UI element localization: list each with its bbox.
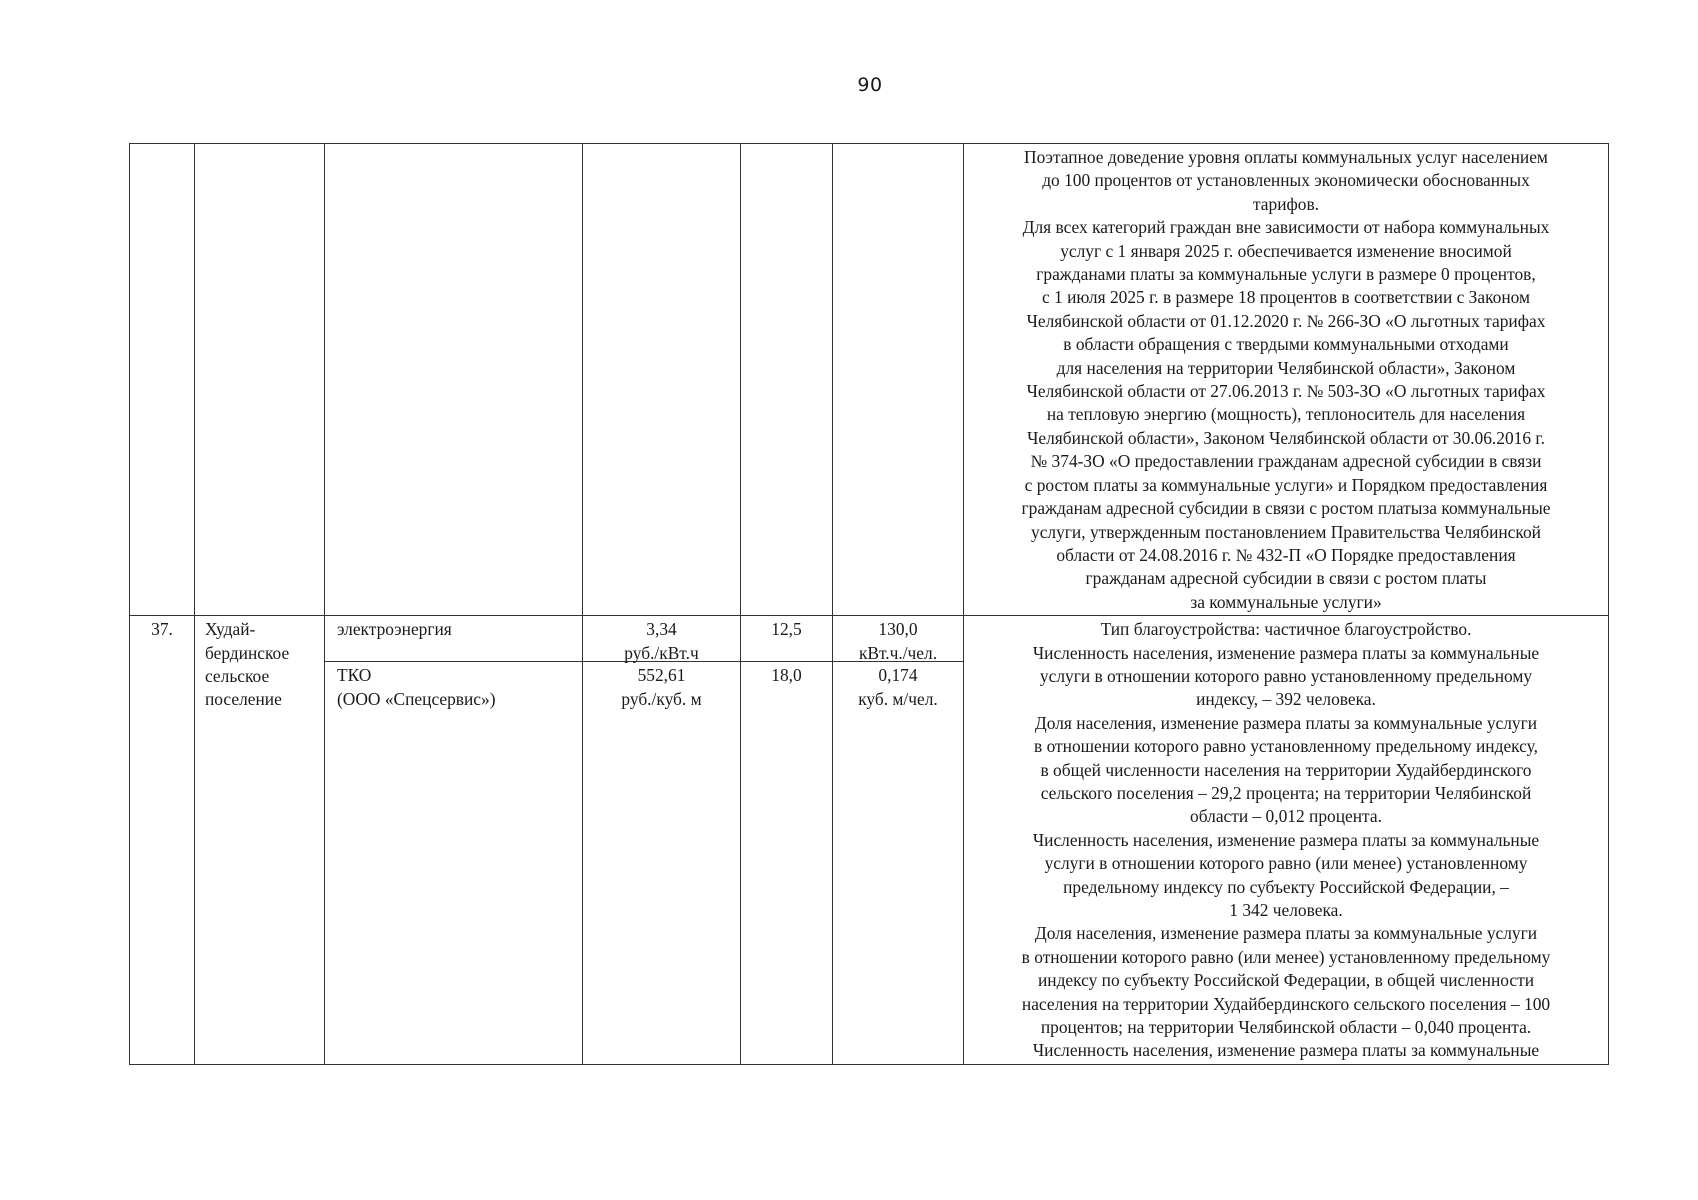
index-cell bbox=[741, 616, 833, 1065]
table-row-37 bbox=[130, 616, 1609, 1065]
text-line: для населения на территории Челябинской области», Законом bbox=[1056, 357, 1516, 378]
text-line: бердинское bbox=[205, 642, 290, 663]
text-line: руб./кВт.ч bbox=[624, 642, 699, 663]
service-cell bbox=[325, 144, 583, 616]
index-waste: 18,0 bbox=[771, 665, 802, 686]
text-line: услуг с 1 января 2025 г. обеспечивается изменение вносимой bbox=[1060, 240, 1512, 261]
text-line: до 100 процентов от установленных экономически обоснованных bbox=[1042, 170, 1530, 191]
norm-waste bbox=[833, 662, 963, 711]
text-line: Доля населения, изменение размера платы за коммунальные услуги bbox=[1034, 923, 1538, 944]
text-line: ТКО bbox=[337, 665, 372, 686]
text-line: Тип благоустройства: частичное благоустройство. bbox=[1100, 619, 1472, 640]
text-line: области – 0,012 процента. bbox=[1190, 806, 1382, 827]
text-line: Поэтапное доведение уровня оплаты коммунальных услуг населением bbox=[1024, 147, 1548, 167]
text-line: услуги в отношении которого равно (или менее) установленному bbox=[1044, 853, 1528, 874]
text-line: 0,174 bbox=[878, 665, 918, 686]
text-line: населения на территории Худайбердинского сельского поселения – 100 bbox=[1021, 993, 1551, 1014]
text-line: Для всех категорий граждан вне зависимости от набора коммунальных bbox=[1022, 217, 1550, 238]
text-line: Численность населения, изменение размера платы за коммунальные bbox=[1032, 1040, 1540, 1061]
row-number: 37. bbox=[130, 616, 195, 1065]
text-line: гражданами платы за коммунальные услуги в размере 0 процентов, bbox=[1036, 264, 1536, 285]
text-line: в общей численности населения на территории Худайбердинского bbox=[1040, 759, 1532, 780]
municipality-cell bbox=[195, 144, 325, 616]
text-line: сельского поселения – 29,2 процента; на территории Челябинской bbox=[1040, 782, 1532, 803]
norm-cell bbox=[833, 144, 964, 616]
text-line: в отношении которого равно (или менее) установленному предельному bbox=[1021, 946, 1551, 967]
text-line: области от 24.08.2016 г. № 432-П «О Порядке предоставления bbox=[1056, 544, 1516, 565]
text-line: на тепловую энергию (мощность), теплоноситель для населения bbox=[1046, 404, 1526, 425]
note-cell bbox=[964, 616, 1609, 1065]
text-line: индексу, – 392 человека. bbox=[1196, 689, 1376, 710]
tariff-electricity bbox=[583, 616, 740, 662]
text-line: руб./куб. м bbox=[621, 688, 702, 709]
norm-electricity bbox=[833, 616, 963, 662]
text-line: № 374-ЗО «О предоставлении гражданам адресной субсидии в связи bbox=[1030, 451, 1542, 472]
text-line: 130,0 bbox=[878, 619, 918, 640]
text-line: Худай- bbox=[205, 619, 256, 640]
text-line: в отношении которого равно установленному предельному индексу, bbox=[1034, 736, 1538, 757]
text-line: Челябинской области от 27.06.2013 г. № 503-ЗО «О льготных тарифах bbox=[1026, 381, 1546, 402]
norm-cell bbox=[833, 616, 964, 1065]
tariff-waste bbox=[583, 662, 740, 711]
text-line: тарифов. bbox=[1252, 193, 1320, 214]
text-line: 3,34 bbox=[646, 619, 677, 640]
text-line: Челябинской области», Законом Челябинской области от 30.06.2016 г. bbox=[1027, 427, 1545, 448]
text-line: (ООО «Спецсервис») bbox=[337, 688, 496, 709]
text-line: Численность населения, изменение размера платы за коммунальные bbox=[1032, 642, 1540, 663]
text-line: гражданам адресной субсидии в связи с ростом платыза коммунальные bbox=[1021, 498, 1551, 519]
service-electricity bbox=[325, 616, 582, 662]
text-line: куб. м/чел. bbox=[858, 688, 938, 709]
tariff-cell bbox=[583, 616, 741, 1065]
text-line: гражданам адресной субсидии в связи с ростом платы bbox=[1085, 568, 1487, 589]
text-line: кВт.ч./чел. bbox=[858, 642, 938, 663]
tariff-table bbox=[129, 143, 1609, 1065]
index-cell bbox=[741, 144, 833, 616]
text-line: Челябинской области от 01.12.2020 г. № 266-ЗО «О льготных тарифах bbox=[1026, 310, 1546, 331]
text-line: 552,61 bbox=[637, 665, 686, 686]
index-electricity: 12,5 bbox=[741, 616, 832, 662]
service-waste bbox=[325, 662, 582, 711]
text-line: предельному индексу по субъекту Российской Федерации, – bbox=[1063, 876, 1509, 897]
text-line: в области обращения с твердыми коммунальными отходами bbox=[1063, 334, 1509, 355]
text-line: поселение bbox=[205, 689, 282, 710]
text-line: 1 342 человека. bbox=[1229, 900, 1343, 920]
text-line: сельское bbox=[205, 665, 270, 686]
text-line: услуги в отношении которого равно установленному предельному bbox=[1039, 665, 1533, 686]
text-line: Численность населения, изменение размера платы за коммунальные bbox=[1032, 829, 1540, 850]
tariff-cell bbox=[583, 144, 741, 616]
municipality-name bbox=[195, 616, 325, 1065]
text-line: за коммунальные услуги» bbox=[1190, 591, 1382, 612]
text-line: Доля населения, изменение размера платы за коммунальные услуги bbox=[1034, 712, 1538, 733]
text-line: электроэнергия bbox=[337, 619, 452, 640]
text-line: индексу по субъекту Российской Федерации, в общей численности bbox=[1037, 970, 1535, 991]
table-row-continuation bbox=[130, 144, 1609, 616]
note-cell bbox=[964, 144, 1609, 616]
page-number: 90 bbox=[857, 74, 883, 96]
service-cell bbox=[325, 616, 583, 1065]
text-line: услуги, утвержденным постановлением Правительства Челябинской bbox=[1031, 521, 1541, 542]
text-line: с 1 июля 2025 г. в размере 18 процентов в соответствии с Законом bbox=[1041, 287, 1531, 308]
text-line: процентов; на территории Челябинской области – 0,040 процента. bbox=[1040, 1017, 1532, 1038]
text-line: с ростом платы за коммунальные услуги» и Порядком предоставления bbox=[1024, 474, 1548, 495]
row-number-cell bbox=[130, 144, 195, 616]
